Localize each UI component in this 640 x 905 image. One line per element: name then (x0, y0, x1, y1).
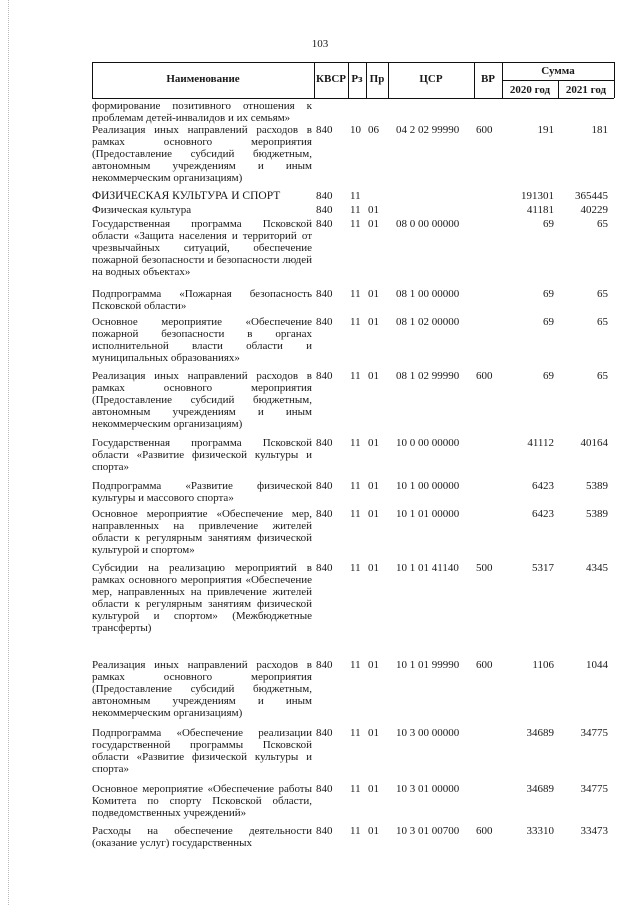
row-name: Подпрограмма «Обеспечение реализации государственной программы Псковской области «Развитие физической культуры и спорта» (92, 727, 312, 775)
row-pr: 01 (368, 370, 379, 382)
row-csr: 10 3 01 00000 (396, 783, 460, 795)
row-csr: 10 3 00 00000 (396, 727, 460, 739)
row-sum-2020: 34689 (526, 783, 554, 795)
row-sum-2021: 40164 (580, 437, 608, 449)
row-csr: 04 2 02 99990 (396, 124, 460, 136)
row-sum-2021: 65 (597, 370, 608, 382)
row-csr: 08 0 00 00000 (396, 218, 460, 230)
row-kvsr: 840 (316, 783, 333, 795)
row-sum-2020: 69 (543, 316, 554, 328)
header-kvsr: КВСР (316, 73, 346, 85)
header-top-rule (92, 62, 614, 63)
row-sum-2020: 69 (543, 288, 554, 300)
row-rz: 11 (350, 508, 361, 520)
row-kvsr: 840 (316, 218, 333, 230)
row-sum-2021: 40229 (580, 204, 608, 216)
row-rz: 11 (350, 783, 361, 795)
row-sum-2020: 34689 (526, 727, 554, 739)
row-kvsr: 840 (316, 124, 333, 136)
row-pr: 01 (368, 659, 379, 671)
header-pr: Пр (369, 73, 385, 85)
row-kvsr: 840 (316, 190, 333, 202)
row-pr: 01 (368, 727, 379, 739)
row-kvsr: 840 (316, 659, 333, 671)
row-kvsr: 840 (316, 316, 333, 328)
page-number: 103 (311, 38, 329, 50)
row-name: Реализация иных направлений расходов в рамках основного мероприятия (Предоставление субсидий бюджетным, автономным учреждениям и иным некоммерческим организациям) (92, 124, 312, 184)
row-name: Реализация иных направлений расходов в рамках основного мероприятия (Предоставление субсидий бюджетным, автономным учреждениям и иным некоммерческим организациям) (92, 370, 312, 430)
row-rz: 11 (350, 480, 361, 492)
row-pr: 06 (368, 124, 379, 136)
row-sum-2020: 1106 (532, 659, 554, 671)
row-name: Основное мероприятие «Обеспечение работы Комитета по спорту Псковской области, подведомственных учреждений» (92, 783, 312, 819)
row-kvsr: 840 (316, 370, 333, 382)
row-csr: 10 3 01 00700 (396, 825, 460, 837)
row-rz: 11 (350, 316, 361, 328)
row-name: Физическая культура (92, 204, 192, 216)
row-csr: 10 0 00 00000 (396, 437, 460, 449)
row-pr: 01 (368, 480, 379, 492)
row-name: Подпрограмма «Развитие физической культуры и массового спорта» (92, 480, 312, 504)
row-name: Расходы на обеспечение деятельности (оказание услуг) государственных (92, 825, 312, 849)
row-pr: 01 (368, 508, 379, 520)
row-sum-2021: 181 (591, 124, 608, 136)
row-sum-2020: 5317 (532, 562, 554, 574)
row-pr: 01 (368, 288, 379, 300)
row-pr: 01 (368, 783, 379, 795)
row-sum-2021: 1044 (586, 659, 608, 671)
row-name: формирование позитивного отношения к проблемам детей-инвалидов и их семьям» (92, 100, 312, 124)
row-sum-2021: 65 (597, 288, 608, 300)
row-csr: 08 1 00 00000 (396, 288, 460, 300)
row-pr: 01 (368, 562, 379, 574)
header-2021: 2021 год (565, 84, 607, 96)
row-name: Субсидии на реализацию мероприятий в рамках основного мероприятия «Обеспечение мер, направленных на привлечение жителей области к регулярным занятиям физической культурой и спортом» (Межбюджетные трансферты) (92, 562, 312, 634)
row-sum-2021: 33473 (580, 825, 608, 837)
row-rz: 11 (350, 562, 361, 574)
row-sum-2021: 4345 (586, 562, 608, 574)
row-sum-2021: 34775 (580, 783, 608, 795)
row-name: Государственная программа Псковской области «Защита населения и территорий от чрезвычайных ситуаций, обеспечение пожарной безопасности и безопасности людей на водных объектах» (92, 218, 312, 278)
row-rz: 11 (350, 190, 361, 202)
row-sum-2020: 69 (543, 218, 554, 230)
header-rz: Рз (351, 73, 363, 85)
row-name: Основное мероприятие «Обеспечение мер, направленных на привлечение жителей области к регулярным занятиям физической культурой и спортом» (92, 508, 312, 556)
row-sum-2021: 5389 (586, 508, 608, 520)
row-vr: 600 (476, 825, 493, 837)
row-rz: 11 (350, 218, 361, 230)
row-rz: 11 (350, 370, 361, 382)
row-sum-2020: 41181 (526, 204, 554, 216)
row-kvsr: 840 (316, 288, 333, 300)
row-rz: 11 (350, 204, 361, 216)
row-rz: 10 (350, 124, 361, 136)
row-rz: 11 (350, 727, 361, 739)
row-csr: 10 1 00 00000 (396, 480, 460, 492)
row-csr: 10 1 01 00000 (396, 508, 460, 520)
row-kvsr: 840 (316, 825, 333, 837)
row-kvsr: 840 (316, 508, 333, 520)
row-sum-2020: 41112 (527, 437, 554, 449)
row-sum-2020: 191301 (521, 190, 554, 202)
row-sum-2021: 365445 (575, 190, 608, 202)
header-csr: ЦСР (419, 73, 443, 85)
row-pr: 01 (368, 204, 379, 216)
row-csr: 10 1 01 41140 (396, 562, 459, 574)
row-kvsr: 840 (316, 727, 333, 739)
scan-margin-line (8, 0, 9, 905)
header-vr: ВР (480, 73, 496, 85)
row-vr: 600 (476, 124, 493, 136)
row-csr: 08 1 02 00000 (396, 316, 460, 328)
row-vr: 500 (476, 562, 493, 574)
row-name: Реализация иных направлений расходов в рамках основного мероприятия (Предоставление субсидий бюджетным, автономным учреждениям и иным некоммерческим организациям) (92, 659, 312, 719)
row-sum-2021: 34775 (580, 727, 608, 739)
row-rz: 11 (350, 437, 361, 449)
header-name: Наименование (166, 73, 240, 85)
row-sum-2020: 33310 (526, 825, 554, 837)
row-pr: 01 (368, 437, 379, 449)
row-kvsr: 840 (316, 204, 333, 216)
row-kvsr: 840 (316, 480, 333, 492)
row-name: Основное мероприятие «Обеспечение пожарной безопасности в органах исполнительной власти области и муниципальных образованиях» (92, 316, 312, 364)
row-pr: 01 (368, 825, 379, 837)
row-name: Подпрограмма «Пожарная безопасность Псковской области» (92, 288, 312, 312)
row-sum-2020: 6423 (532, 480, 554, 492)
row-rz: 11 (350, 825, 361, 837)
row-sum-2020: 191 (537, 124, 554, 136)
header-divider (614, 62, 615, 98)
row-vr: 600 (476, 370, 493, 382)
row-sum-2020: 6423 (532, 508, 554, 520)
row-pr: 01 (368, 316, 379, 328)
row-sum-2021: 65 (597, 218, 608, 230)
row-sum-2021: 5389 (586, 480, 608, 492)
row-name: ФИЗИЧЕСКАЯ КУЛЬТУРА И СПОРТ (92, 190, 281, 202)
table-header (92, 62, 614, 98)
row-csr: 10 1 01 99990 (396, 659, 460, 671)
row-rz: 11 (350, 288, 361, 300)
header-sum: Сумма (541, 65, 575, 77)
row-sum-2021: 65 (597, 316, 608, 328)
row-rz: 11 (350, 659, 361, 671)
row-sum-2020: 69 (543, 370, 554, 382)
header-2020: 2020 год (509, 84, 551, 96)
row-kvsr: 840 (316, 437, 333, 449)
header-bottom-rule (92, 98, 614, 99)
row-kvsr: 840 (316, 562, 333, 574)
row-csr: 08 1 02 99990 (396, 370, 460, 382)
row-vr: 600 (476, 659, 493, 671)
row-name: Государственная программа Псковской области «Развитие физической культуры и спорта» (92, 437, 312, 473)
row-pr: 01 (368, 218, 379, 230)
